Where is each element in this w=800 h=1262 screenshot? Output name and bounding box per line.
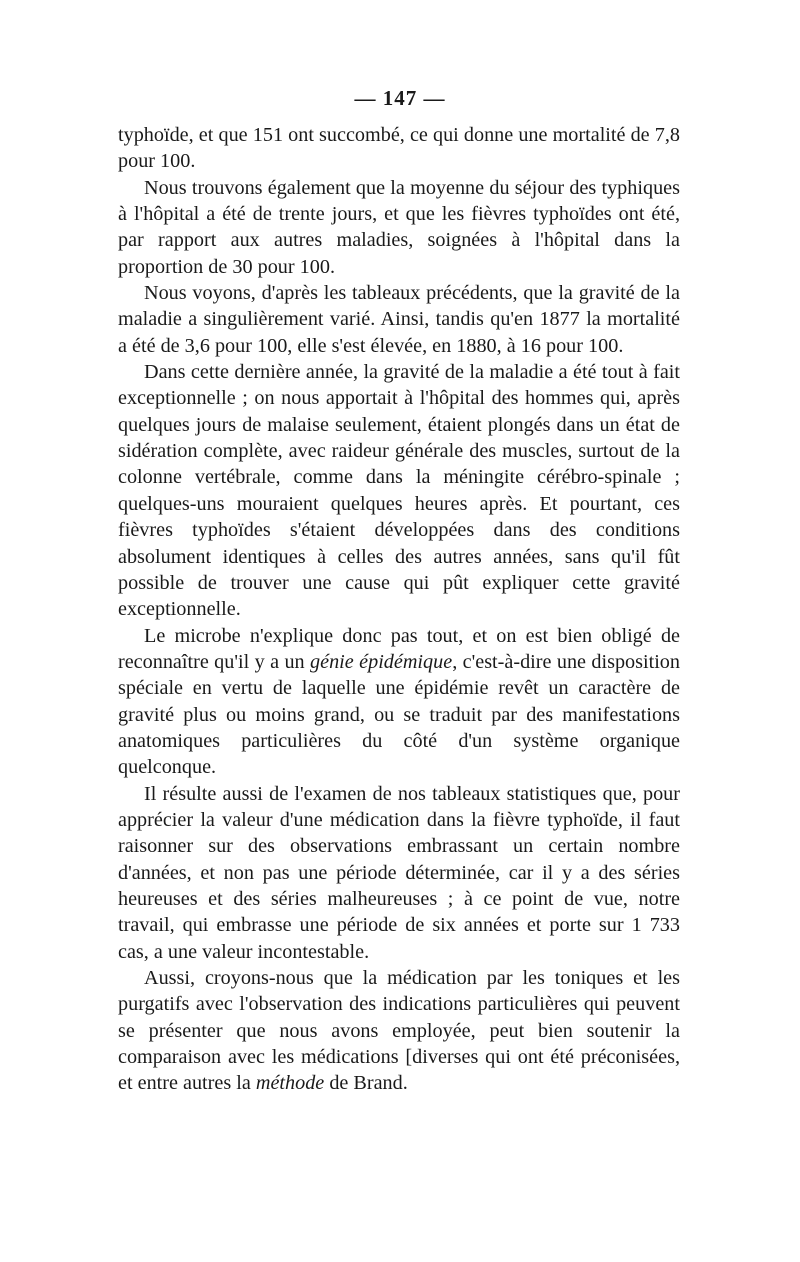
- italic-text: méthode: [255, 1072, 325, 1095]
- paragraph: [118, 175, 680, 280]
- text-run: Nous voyons, d'après les tableaux précédents, que la gravité de la maladie a singulièrement varié. Ainsi, tandis qu'en 1877 la mortalité a été de 3,6 pour 100, elle s'est élevée, en 1880, à 16 pour 100.: [118, 282, 680, 357]
- italic-text: génie épidémique: [310, 650, 453, 673]
- paragraph: [118, 359, 680, 622]
- text-run: de Brand.: [324, 1072, 408, 1095]
- text-run: Le microbe n'explique donc pas tout, et on est bien obligé de reconnaître qu'il y a un: [118, 624, 680, 673]
- text-run: typhoïde, et que 151 ont succombé, ce qui donne une mortalité de 7,8 pour 100.: [118, 124, 680, 173]
- text-run: , c'est-à-dire une disposition spéciale en vertu de laquelle une épidémie revêt un caractère de gravité plus ou moins grand, ou se traduit par des manifestations anatomiques particulières du côté d'un système organique quelconque.: [118, 650, 680, 779]
- paragraph: [118, 965, 680, 1097]
- paragraph: [118, 122, 680, 175]
- text-run: Aussi, croyons-nous que la médication par les toniques et les purgatifs avec l'observation des indications particulières qui peuvent se présenter que nous avons employée, peut bien soutenir la comparaison avec les médications [diverses qui ont été préconisées, et entre autres la: [118, 967, 680, 1095]
- paragraph: [118, 781, 680, 965]
- text-run: Nous trouvons également que la moyenne du séjour des typhiques à l'hôpital a été de trente jours, et que les fièvres typhoïdes ont été, par rapport aux autres maladies, soignées à l'hôpital dans la proportion de 30 pour 100.: [118, 176, 680, 278]
- page-number: — 147 —: [354, 86, 446, 110]
- paragraph: [118, 280, 680, 359]
- paragraph: [118, 623, 680, 781]
- text-run: Dans cette dernière année, la gravité de la maladie a été tout à fait exceptionnelle ; on nous apportait à l'hôpital des hommes qui, après quelques jours de malaise seulement, étaient plongés dans un état de sidération complète, avec raideur générale des muscles, surtout de la colonne vertébrale, comme dans la méningite cérébro-spinale ; quelques-uns mouraient quelques heures après. Et pourtant, ces fièvres typhoïdes s'étaient développées dans des conditions absolument identiques à celles des autres années, sans qu'il fût possible de trouver une cause qui pût expliquer cette gravité exceptionnelle.: [118, 361, 680, 621]
- text-run: Il résulte aussi de l'examen de nos tableaux statistiques que, pour apprécier la valeur d'une médication dans la fièvre typhoïde, il faut raisonner sur des observations embrassant un certain nombre d'années, et non pas une période déterminée, car il y a des séries heureuses et des séries malheureuses ; à ce point de vue, notre travail, qui embrasse une période de six années et porte sur 1 733 cas, a une valeur incontestable.: [118, 782, 680, 963]
- body-text: [118, 122, 680, 1097]
